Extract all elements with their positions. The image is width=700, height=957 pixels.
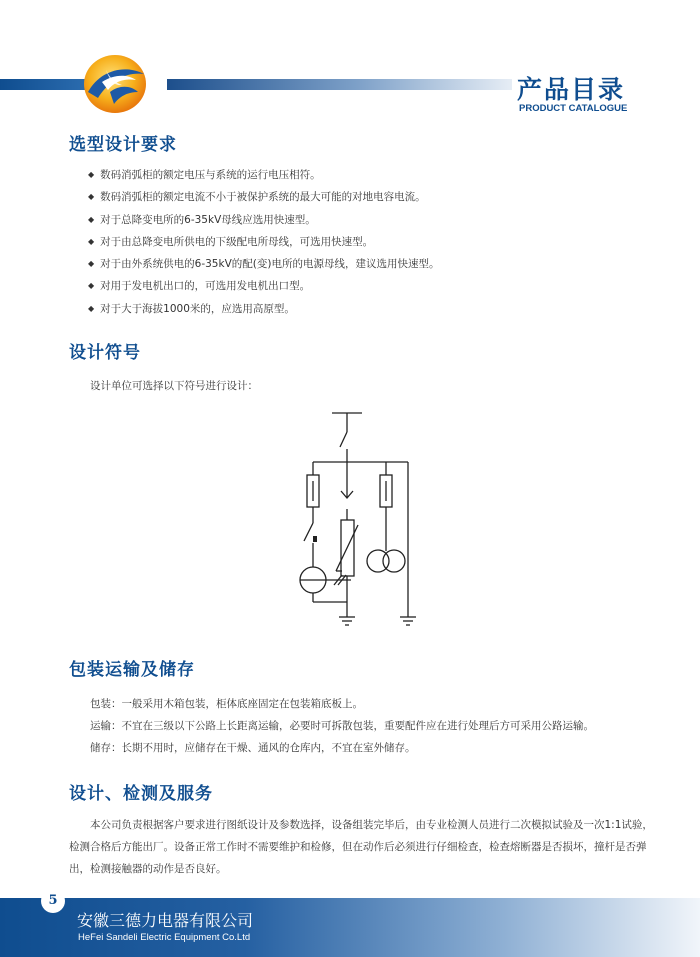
service-paragraph: 本公司负责根据客户要求进行图纸设计及参数选择，设备组装完毕后，由专业检测人员进行二次模拟试验及一次1:1试验，检测合格后方能出厂。设备正常工作时不需要维护和检修，但在动作后必须进行仔细检查，检查熔断器是否损坏，撞杆是否弹出，检测接触器的动作是否良好。 bbox=[69, 819, 653, 875]
list-item: ◆ 数码消弧柜的额定电流不小于被保护系统的最大可能的对地电容电流。 bbox=[88, 186, 439, 208]
list-item: ◆ 对于大于海拔1000米的，应选用高原型。 bbox=[88, 298, 439, 320]
section-heading-symbol: 设计符号 bbox=[69, 343, 141, 363]
list-item: ◆ 对于总降变电所的6-35kV母线应选用快速型。 bbox=[88, 209, 439, 231]
transport-line: 运输：不宜在三级以下公路上长距离运输，必要时可拆散包装，重要配件应在进行处理后方可采用公路运输。 bbox=[90, 720, 594, 732]
section-heading-service: 设计、检测及服务 bbox=[69, 784, 213, 804]
circuit-symbol-diagram bbox=[290, 405, 440, 633]
page-number: 5 bbox=[41, 889, 65, 913]
selection-requirements-list bbox=[88, 164, 439, 320]
header-bar-right bbox=[167, 79, 512, 90]
list-item: ◆ 数码消弧柜的额定电压与系统的运行电压相符。 bbox=[88, 164, 439, 186]
packing-line: 包装：一般采用木箱包装，柜体底座固定在包装箱底板上。 bbox=[90, 698, 363, 710]
section-heading-packing: 包装运输及储存 bbox=[69, 660, 195, 680]
company-name-en: HeFei Sandeli Electric Equipment Co.Ltd bbox=[78, 932, 251, 943]
list-item: ◆ 对于由总降变电所供电的下级配电所母线，可选用快速型。 bbox=[88, 231, 439, 253]
catalogue-subtitle: PRODUCT CATALOGUE bbox=[519, 103, 628, 114]
catalogue-title: 产品目录 bbox=[517, 75, 626, 104]
symbol-intro-text: 设计单位可选择以下符号进行设计： bbox=[90, 380, 258, 392]
section-heading-selection: 选型设计要求 bbox=[69, 135, 177, 155]
isolating-switch-symbol bbox=[340, 432, 347, 447]
list-item: ◆ 对用于发电机出口的，可选用发电机出口型。 bbox=[88, 275, 439, 297]
storage-line: 储存：长期不用时，应储存在干燥、通风的仓库内，不宜在室外储存。 bbox=[90, 742, 416, 754]
list-item: ◆ 对于由外系统供电的6-35kV的配(变)电所的电源母线，建议选用快速型。 bbox=[88, 253, 439, 275]
contactor-switch-symbol bbox=[304, 523, 313, 541]
company-name-cn: 安徽三德力电器有限公司 bbox=[77, 911, 254, 930]
company-logo-icon bbox=[80, 52, 150, 116]
